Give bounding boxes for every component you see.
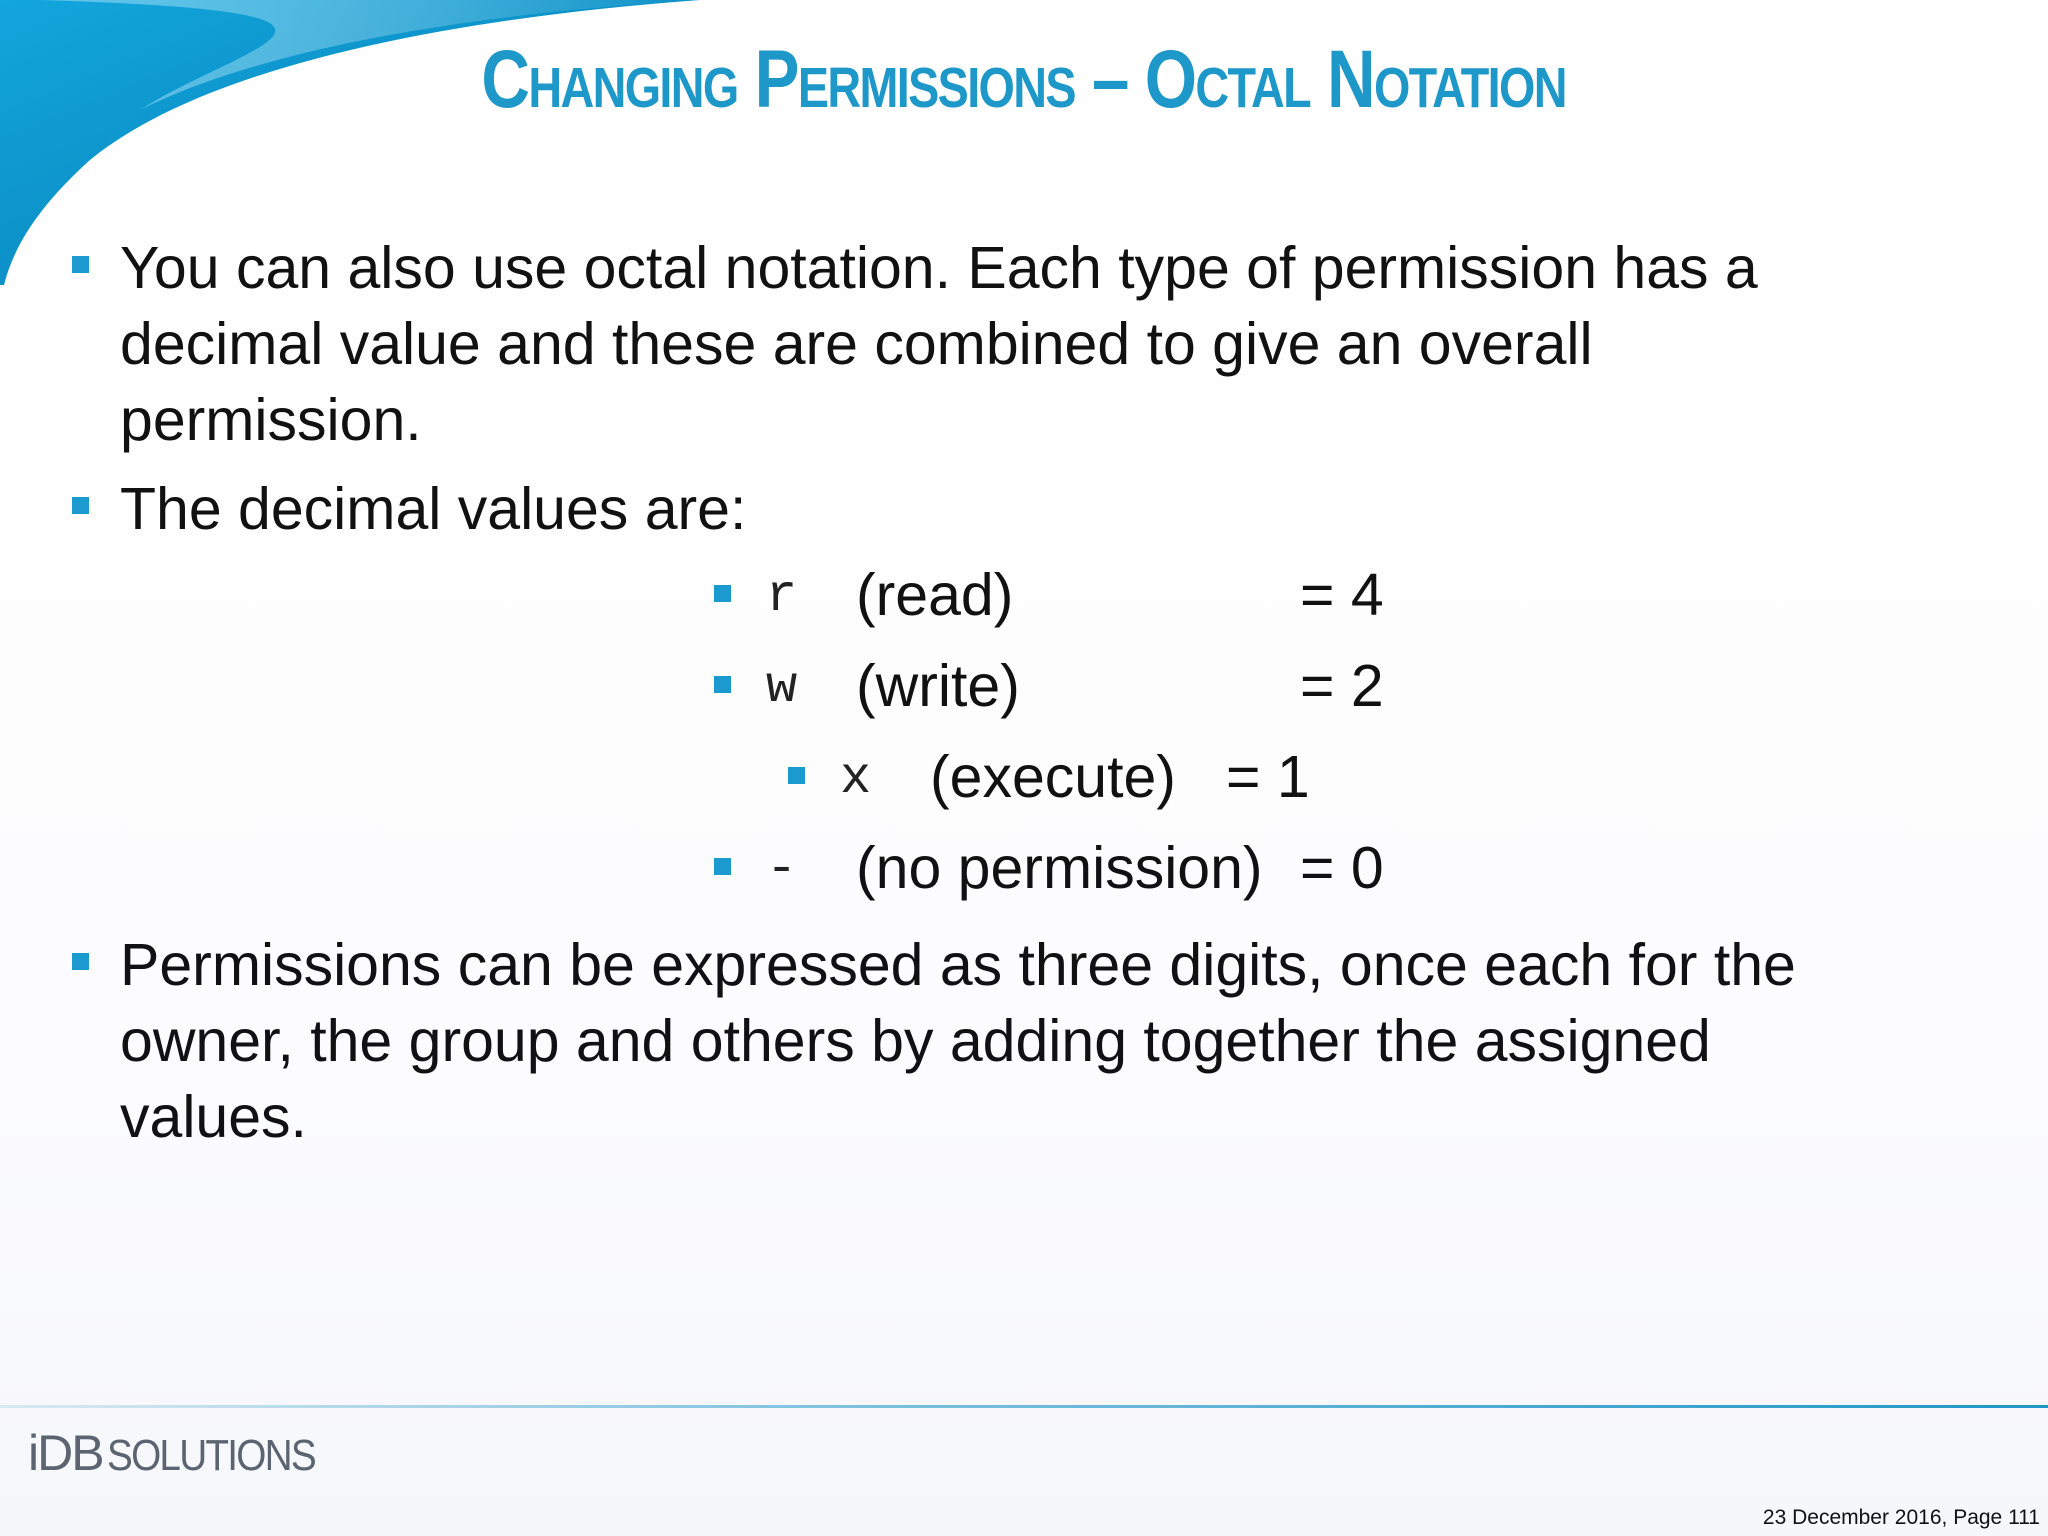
bullet-square-icon bbox=[714, 676, 731, 693]
permission-symbol: r bbox=[766, 567, 798, 626]
value-row-read bbox=[714, 557, 1434, 633]
footer-date-page: 23 December 2016, Page 111 bbox=[1762, 1506, 2040, 1529]
permission-meaning: (read) bbox=[856, 562, 1014, 628]
permission-value: = 2 bbox=[1300, 653, 1384, 719]
permission-symbol: x bbox=[840, 749, 872, 808]
value-row-execute bbox=[788, 739, 1408, 815]
bullet-line: You can also use octal notation. Each type of permission has a bbox=[120, 235, 1758, 301]
bullet-square-icon bbox=[72, 953, 89, 970]
permission-meaning: (no permission) bbox=[856, 835, 1263, 901]
bullet-line: permission. bbox=[120, 387, 422, 453]
permission-meaning: (execute) bbox=[930, 744, 1176, 810]
logo-mark: iDB bbox=[28, 1425, 103, 1481]
bullet-item-octal-notation bbox=[120, 230, 1970, 458]
permission-symbol: - bbox=[766, 840, 798, 899]
bullet-square-icon bbox=[714, 585, 731, 602]
bullet-line: decimal value and these are combined to give an overall bbox=[120, 311, 1593, 377]
footer-divider bbox=[0, 1404, 2048, 1410]
permission-symbol: w bbox=[766, 658, 798, 717]
bullet-square-icon bbox=[714, 858, 731, 875]
bullet-square-icon bbox=[72, 497, 89, 514]
value-row-write bbox=[714, 648, 1434, 724]
bullet-line: values. bbox=[120, 1084, 307, 1150]
permission-value: = 4 bbox=[1300, 562, 1384, 628]
bullet-square-icon bbox=[788, 767, 805, 784]
permission-value: = 0 bbox=[1300, 835, 1384, 901]
company-logo bbox=[28, 1424, 343, 1484]
permission-meaning: (write) bbox=[856, 653, 1020, 719]
bullet-item-decimal-values bbox=[120, 471, 1970, 547]
bullet-square-icon bbox=[72, 256, 89, 273]
bullet-line: Permissions can be expressed as three digits, once each for the bbox=[120, 932, 1796, 998]
permission-value: = 1 bbox=[1226, 744, 1310, 810]
bullet-line: The decimal values are: bbox=[120, 476, 747, 542]
slide-title: Changing Permissions – Octal Notation bbox=[481, 34, 1566, 125]
bullet-line: owner, the group and others by adding together the assigned bbox=[120, 1008, 1711, 1074]
bullet-item-three-digits bbox=[120, 927, 1970, 1155]
value-row-no-permission bbox=[714, 830, 1434, 906]
logo-text: SOLUTIONS bbox=[106, 1431, 315, 1480]
